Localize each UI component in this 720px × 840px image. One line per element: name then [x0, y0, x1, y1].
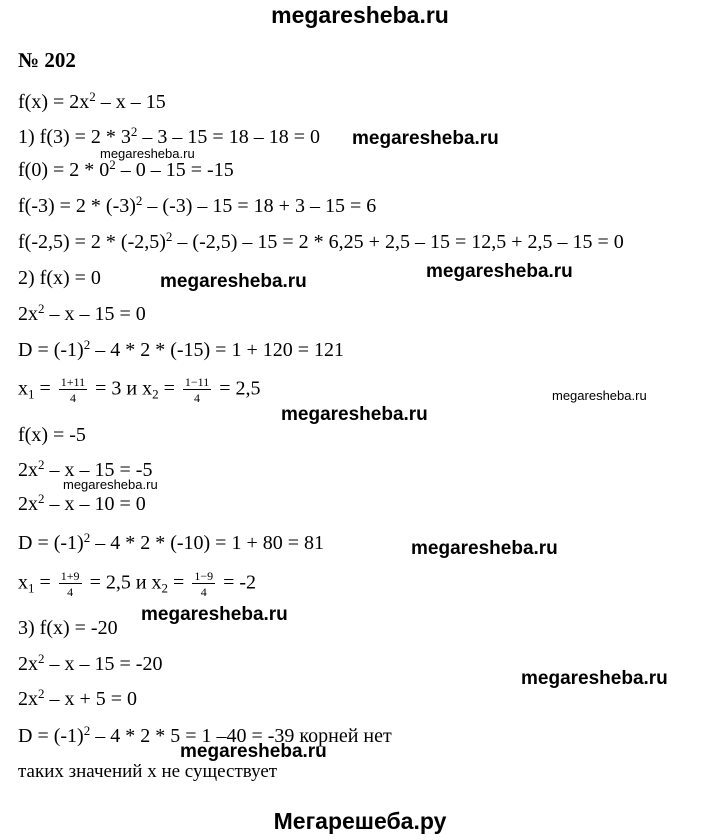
solution-line-9: f(x) = -5 — [18, 424, 86, 446]
solution-line-15: $2x^2 - x - 15 = -20$ — [18, 651, 163, 675]
watermark: megaresheba.ru — [160, 271, 307, 292]
solution-line-13: $x_1$ = $\frac{1+9}{4}$ = 2,5 и $x_2$ = $\frac{1-9}{4}$ = -2 — [18, 569, 257, 599]
solution-line-8: $x_1$ = $\frac{1+11}{4}$ = 3 и $x_2$ = $\frac{1-11}{4}$ = 2,5 — [18, 375, 261, 405]
watermark: megaresheba.ru — [521, 668, 668, 689]
solution-line-17: $D = (-1)^2 - 4 * 2 * 5 = 1$ –40 = -39 корней нет — [18, 723, 392, 747]
solution-line-6: $2x^2 - x - 15 = 0$ — [18, 301, 146, 325]
solution-line-18: таких значений x не существует — [18, 761, 278, 782]
watermark-small: megaresheba.ru — [552, 388, 647, 403]
fraction: $\frac{1+9}{4}$ — [60, 569, 80, 599]
solution-line-5: 2) f(x) = 0 — [18, 267, 101, 289]
solution-line-10: $2x^2 - x - 15 = -5$ — [18, 457, 153, 481]
solution-line-3: $f(-3) = 2 * (-3)^2 - (-3) - 15 = 18 + 3 - 15 = 6$ — [18, 193, 377, 217]
watermark: megaresheba.ru — [411, 538, 558, 559]
solution-line-1: 1) $f(3) = 2 * 3^2 - 3 - 15 = 18 - 18 = 0$ — [18, 124, 320, 148]
solution-line-14: 3) f(x) = -20 — [18, 617, 118, 639]
site-footer: Мегарешеба.ру — [273, 808, 447, 834]
solution-line-12: $D = (-1)^2 - 4 * 2 * (-10) = 1 + 80 = 81$ — [18, 530, 325, 554]
watermark: megaresheba.ru — [352, 128, 499, 149]
solution-line-7: $D = (-1)^2 - 4 * 2 * (-15) = 1 + 120 = 121$ — [18, 337, 345, 361]
fraction: $\frac{1-11}{4}$ — [184, 375, 210, 405]
solution-line-4: $f(-2,5) = 2 * (-2,5)^2 - (-2,5) - 15 = 2 * 6,25 + 2,5 - 15 = 12,5 + 2,5 - 15 = 0$ — [18, 229, 624, 253]
solution-line-16: $2x^2 - x + 5 = 0$ — [18, 686, 138, 710]
fraction: $\frac{1-9}{4}$ — [194, 569, 214, 599]
watermark: megaresheba.ru — [281, 404, 428, 425]
solution-line-2: $f(0) = 2 * 0^2 - 0 - 15 = -15$ — [18, 157, 234, 181]
site-header: megaresheba.ru — [271, 2, 449, 28]
solution-line-11: $2x^2 - x - 10 = 0$ — [18, 491, 146, 515]
watermark: megaresheba.ru — [426, 261, 573, 282]
function-definition: $f(x) = 2x^2 - x - 15$ — [18, 89, 166, 113]
problem-number: № 202 — [18, 48, 76, 72]
watermark-small: megaresheba.ru — [63, 477, 158, 492]
watermark-small: megaresheba.ru — [100, 146, 195, 161]
watermark: megaresheba.ru — [180, 741, 327, 762]
fraction: $\frac{1+11}{4}$ — [60, 375, 86, 405]
watermark: megaresheba.ru — [141, 604, 288, 625]
